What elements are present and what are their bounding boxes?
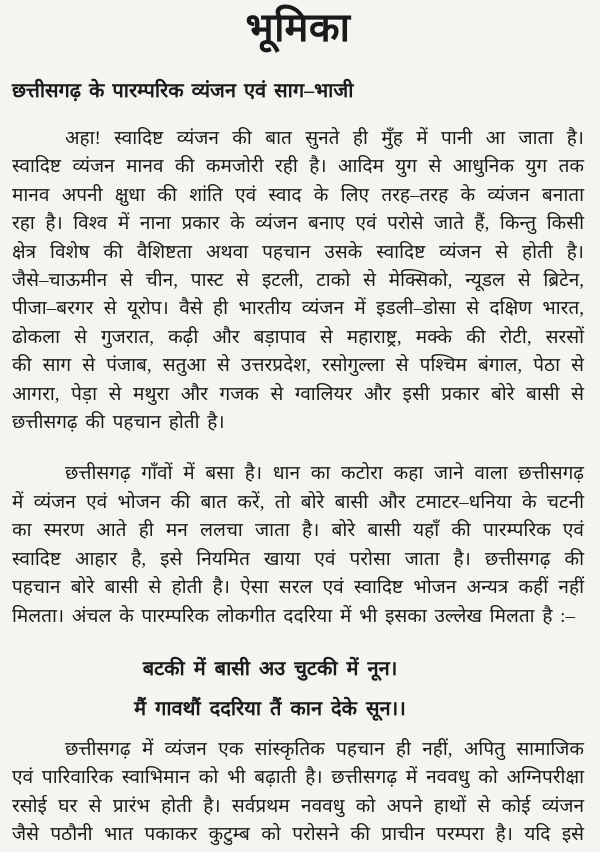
text-line: में व्यंजन एवं भोजन की बात करें, तो बोरे बासी और टमाटर–धनिया के चटनी xyxy=(12,491,584,513)
text-line: एवं पारिवारिक स्वाभिमान को भी बढ़ाती है। छत्तीसगढ़ में नववधु को अग्निपरीक्षा xyxy=(12,767,584,789)
text-line: मिलता। अंचल के पारम्परिक लोकगीत ददरिया में भी इसका उल्लेख मिलता है :– xyxy=(12,605,575,627)
text-line: जैसे पठौनी भात पकाकर कुटुम्ब को परोसने की प्राचीन परम्परा है। यदि इसे xyxy=(12,824,584,846)
page-title: भूमिका xyxy=(245,5,351,50)
paragraph-cultural-identity xyxy=(12,736,584,850)
text-line: रसोई घर से प्रारंभ होती है। सर्वप्रथम नववधु को अपने हाथों से कोई व्यंजन xyxy=(12,795,584,817)
text-line: आगरा, पेड़ा से मथुरा और गजक से ग्वालियर और इसी प्रकार बोरे बासी से xyxy=(12,383,584,405)
text-line: मानव अपनी क्षुधा की शांति एवं स्वाद के लिए तरह–तरह के व्यंजन बनाता xyxy=(12,184,584,206)
text-line: पीजा–बरगर से यूरोप। वैसे ही भारतीय व्यंजन में इडली–डोसा से दक्षिण भारत, xyxy=(12,298,584,320)
text-line: का स्मरण आते ही मन ललचा जाता है। बोरे बासी यहाँ की पारम्परिक एवं xyxy=(12,520,584,542)
folk-song-couplet xyxy=(12,649,528,729)
text-line: स्वादिष्ट आहार है, इसे नियमित खाया एवं परोसा जाता है। छत्तीसगढ़ की xyxy=(12,548,584,570)
text-line: जैसे–चाऊमीन से चीन, पास्ट से इटली, टाको से मेक्सिको, न्यूडल से ब्रिटेन, xyxy=(12,270,584,292)
text-line: बटकी में बासी अउ चुटकी में नून। xyxy=(142,657,398,680)
text-line: की साग से पंजाब, सतुआ से उत्तरप्रदेश, रसोगुल्ला से पश्चिम बंगाल, पेठा से xyxy=(12,355,584,377)
section-heading: छत्तीसगढ़ के पारम्परिक व्यंजन एवं साग–भाजी xyxy=(12,80,354,102)
text-line: क्षेत्र विशेष की वैशिष्टता अथवा पहचान उसके स्वादिष्ट व्यंजन से होती है। xyxy=(12,241,584,263)
text-line: स्वादिष्ट व्यंजन मानव की कमजोरी रही है। आदिम युग से आधुनिक युग तक xyxy=(12,156,584,178)
text-line: ढोकला से गुजरात, कढ़ी और बड़ापाव से महाराष्ट्र, मक्के की रोटी, सरसों xyxy=(12,326,584,348)
text-line: छत्तीसगढ़ गाँवों में बसा है। धान का कटोरा कहा जाने वाला छत्तीसगढ़ xyxy=(65,463,584,485)
text-line: रहा है। विश्व में नाना प्रकार के व्यंजन बनाए एवं परोसे जाते हैं, किन्तु किसी xyxy=(12,213,584,235)
text-line: छत्तीसगढ़ की पहचान होती है। xyxy=(12,412,225,434)
text-line: मैं गावथौं ददरिया तैं कान देके सून।। xyxy=(134,697,406,720)
text-line: अहा! स्वादिष्ट व्यंजन की बात सुनते ही मुँह में पानी आ जाता है। xyxy=(65,128,584,149)
text-line: छत्तीसगढ़ में व्यंजन एक सांस्कृतिक पहचान ही नहीं, अपितु सामाजिक xyxy=(65,738,584,760)
paragraph-bore-basi xyxy=(12,460,584,630)
text-line: पहचान बोरे बासी से होती है। ऐसा सरल एवं स्वादिष्ट भोजन अन्यत्र कहीं नहीं xyxy=(12,577,584,599)
paragraph-intro-cuisine xyxy=(12,125,584,437)
